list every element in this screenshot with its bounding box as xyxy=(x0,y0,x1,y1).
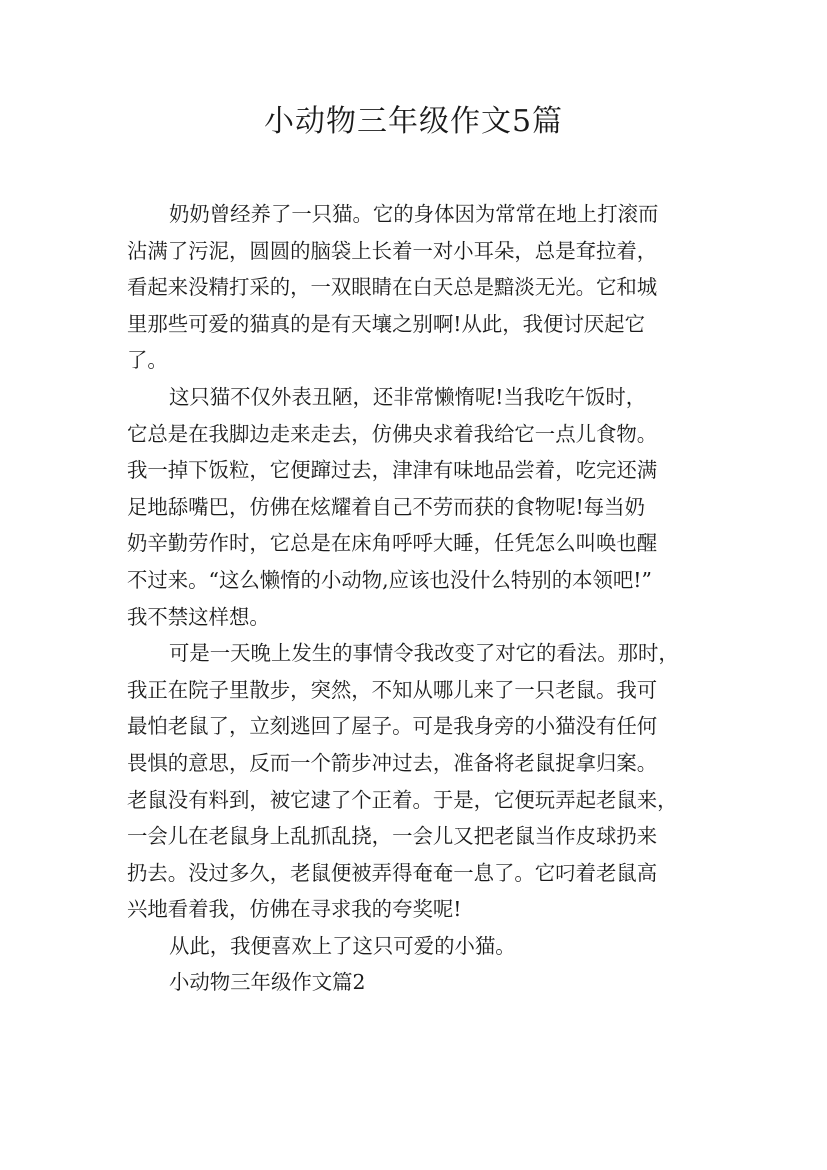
text-line: 一会儿在老鼠身上乱抓乱挠，一会儿又把老鼠当作皮球扔来 xyxy=(127,824,658,849)
text-line: 最怕老鼠了，立刻逃回了屋子。可是我身旁的小猫没有任何 xyxy=(127,714,658,739)
text-line: 沾满了污泥，圆圆的脑袋上长着一对小耳朵，总是耷拉着， xyxy=(127,238,658,263)
text-line: 奶奶曾经养了一只猫。它的身体因为常常在地上打滚而 xyxy=(169,202,659,226)
text-line: 它总是在我脚边走来走去，仿佛央求着我给它一点儿食物。 xyxy=(127,421,658,446)
text-line: 这只猫不仅外表丑陋，还非常懒惰呢!当我吃午饭时， xyxy=(169,384,647,409)
text-line: 里那些可爱的猫真的是有天壤之别啊!从此，我便讨厌起它 xyxy=(127,311,645,336)
text-line: 扔去。没过多久，老鼠便被弄得奄奄一息了。它叼着老鼠高 xyxy=(127,860,658,885)
text-line: 我正在院子里散步，突然，不知从哪儿来了一只老鼠。我可 xyxy=(127,677,658,702)
text-line: 我一掉下饭粒，它便蹿过去，津津有味地品尝着，吃完还满 xyxy=(127,458,658,483)
text-line: 畏惧的意思，反而一个箭步冲过去，准备将老鼠捉拿归案。 xyxy=(127,750,658,775)
text-line: 我不禁这样想。 xyxy=(127,604,270,629)
text-line: 兴地看着我，仿佛在寻求我的夸奖呢! xyxy=(127,897,462,922)
text-line: 可是一天晚上发生的事情令我改变了对它的看法。那时， xyxy=(169,641,679,666)
text-line: 足地舔嘴巴，仿佛在炫耀着自己不劳而获的食物呢!每当奶 xyxy=(127,494,645,519)
text-line: 不过来。“这么懒惰的小动物,应该也没什么特别的本领吧!” xyxy=(127,567,652,592)
text-line: 老鼠没有料到，被它逮了个正着。于是，它便玩弄起老鼠来， xyxy=(127,787,678,812)
text-line: 小动物三年级作文篇2 xyxy=(169,970,366,995)
text-line: 从此，我便喜欢上了这只可爱的小猫。 xyxy=(169,933,516,958)
text-line: 了。 xyxy=(127,348,168,373)
text-line: 看起来没精打采的，一双眼睛在白天总是黯淡无光。它和城 xyxy=(127,275,658,300)
document-title: 小动物三年级作文5篇 xyxy=(263,104,564,139)
text-line: 奶辛勤劳作时，它总是在床角呼呼大睡，任凭怎么叫唤也醒 xyxy=(127,531,658,556)
document-body xyxy=(127,196,707,1001)
